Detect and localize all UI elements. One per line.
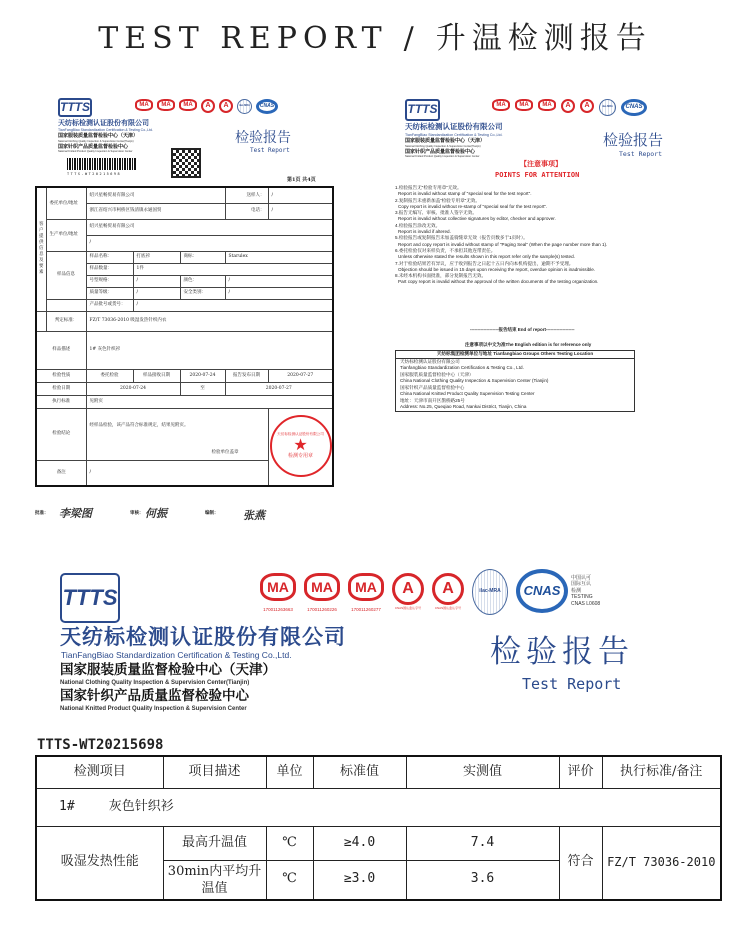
phone-label: 电话：: [225, 203, 268, 219]
exec-label: 执行标准: [36, 395, 86, 408]
cma-logo: MA: [304, 573, 340, 601]
stamp-subtext: 检测专用章: [288, 452, 314, 459]
batch-value: /: [133, 299, 333, 311]
standard-value: ≥4.0: [313, 826, 406, 860]
attention-title-zh: 【注意事项】: [520, 159, 562, 168]
test-item: 吸湿发热性能: [36, 826, 163, 900]
note-en: Copy report is invalid without re-stamp of "special seal for the test report".: [398, 203, 548, 209]
note-en: Unless otherwise stated the results shown in this report refer only the sample(s) tested.: [398, 254, 575, 260]
desc-value: 1# 灰色针织衫: [86, 331, 333, 369]
ttts-logo: TTTS: [405, 99, 440, 121]
ttts-logo: TTTS: [58, 98, 92, 117]
star-icon: ★: [293, 434, 308, 454]
note-zh: 3.报告无编写、审核、批准人签字无效。: [395, 210, 477, 216]
client-label: 委托单位/地址: [46, 187, 86, 219]
exec-value: 见附页: [86, 395, 333, 408]
reference-note: 注意事项以中文为准The English edition is for reference only: [465, 342, 592, 347]
note-zh: 6.委托检验仅对来样负责，不承担其他连带责任。: [395, 247, 496, 253]
note-zh: 2.复制报告未重新加盖“检验专用章”无效。: [395, 197, 480, 203]
date-label: 检验日期: [36, 382, 86, 395]
page-indicator: 第1页 共4页: [287, 177, 316, 183]
cma-cert-2: [304, 573, 340, 612]
unit: ℃: [266, 826, 313, 860]
cma-logo: MA: [157, 99, 175, 111]
center2-en: National Knitted Product Quality Inspection & Supervision Center: [405, 155, 480, 158]
cert-logos: [135, 99, 278, 114]
cma-logo: MA: [135, 99, 153, 111]
company-name-zh: 天纺标检测认证股份有限公司: [60, 625, 346, 649]
cma-cert-1: [260, 573, 296, 612]
cert-logos: [260, 573, 600, 615]
report-number: TTTS-WT20215698: [37, 737, 164, 753]
end-of-report: -------------------报告结束 End of report-------------------: [470, 327, 575, 332]
note-en: Report is invalid without stamp of "special seal for the test report".: [398, 191, 532, 197]
sample-name-label: 样品名称：: [86, 251, 133, 263]
location-line: Tianfangbiao Standardization Certification & Testing Co., Ltd.: [400, 365, 524, 370]
client-name: 绍兴星畅贸易有限公司: [86, 187, 225, 203]
center1-en: National Clothing Quality Inspection & Supervision Center(Tianjin): [60, 680, 250, 686]
location-line: China National Knitted Product Quality Supervision Testing Center: [400, 391, 535, 396]
approve-label: 批准：: [35, 511, 49, 516]
column-header: 项目描述: [163, 756, 266, 788]
title-en: TEST REPORT: [98, 21, 388, 56]
report-page-attention: [385, 95, 715, 435]
center2-zh: 国家针织产品质量监督检验中心: [60, 688, 249, 704]
cnas-logo: CNAS: [256, 99, 278, 114]
column-header: 实测值: [406, 756, 559, 788]
brand-value: Starulex: [225, 251, 333, 263]
locations-list: [396, 359, 634, 411]
cal-logo: A: [219, 99, 233, 113]
column-header: 检测项目: [36, 756, 163, 788]
center2-zh: 国家针织产品质量监督检验中心: [58, 143, 129, 150]
location-line: 国家服装质量监督检验中心（天津）: [400, 371, 474, 377]
sample-info-label: 样品信息: [46, 251, 86, 299]
report-title-zh: 检验报告: [603, 131, 664, 149]
client-info-side-label: 客户提供信息及要素: [36, 187, 46, 311]
cnas-logo: CNAS: [516, 569, 568, 613]
company-name-en: TianFangBiao Standardization Certification & Testing Co.,Ltd.: [58, 128, 153, 132]
center1-en: National Clothing Quality Inspection & Supervision Center(Tianjin): [58, 139, 134, 143]
qr-code: [171, 148, 201, 178]
company-name-zh: 天纺标检测认证股份有限公司: [405, 122, 503, 131]
stamp-text: 天纺标检测认证股份有限公司: [277, 431, 324, 436]
cnas-side-line: CNAS L0608: [571, 600, 601, 607]
evaluation: 符合: [559, 826, 602, 900]
locations-header: 天纺标集团检测单位与地址 Tianfangbiao Groups Others Testing Location: [396, 351, 634, 359]
cal-number: CNAS国认监认字号: [434, 606, 462, 610]
cma-number: 170011260277: [351, 607, 381, 612]
location-line: Address: No.25, Queqiao Road, Nankai District, Tianjin, China: [400, 404, 527, 409]
grade-value: /: [133, 287, 180, 299]
ilac-mra-logo: ilac-MRA: [472, 569, 508, 615]
attention-title-en: POINTS FOR ATTENTION: [495, 171, 580, 179]
issue-value: 2020-07-27: [268, 369, 333, 382]
model-value: /: [133, 275, 180, 287]
qty-label: 样品数量：: [86, 263, 133, 275]
cnas-logo: CNAS: [621, 99, 647, 116]
official-stamp: [270, 415, 332, 477]
cma-logo: MA: [515, 99, 533, 111]
company-name-en: TianFangBiao Standardization Certification & Testing Co.,Ltd.: [405, 132, 503, 137]
company-name-en: TianFangBiao Standardization Certification & Testing Co.,Ltd.: [61, 650, 292, 660]
cal-logo: A: [392, 573, 424, 605]
item-description: 最高升温值: [163, 826, 266, 860]
producer-label: 生产单位/地址: [46, 219, 86, 251]
cal-number: CNAS国认监认字号: [394, 606, 422, 610]
table-row: [36, 826, 721, 860]
barcode: [67, 158, 137, 170]
client-address: 浙江省绍兴市柯桥区钱清镇永通国贸: [86, 203, 225, 219]
column-header: 标准值: [313, 756, 406, 788]
cma-logo: MA: [492, 99, 510, 111]
report-title-zh: 检验报告: [490, 634, 634, 670]
center1-zh: 国家服装质量监督检验中心（天津）: [58, 133, 139, 139]
company-name-zh: 天纺标检测认证股份有限公司: [58, 119, 149, 127]
producer-name: 绍兴星畅贸易有限公司: [86, 219, 333, 235]
center2-zh: 国家针织产品质量监督检验中心: [405, 148, 476, 155]
remark-value: /: [86, 460, 268, 486]
location-line: 天纺标检测认证股份有限公司: [400, 358, 460, 364]
note-en: Part copy report is invalid without the approval of the written documents of the testing organization.: [398, 279, 599, 285]
note-en: Report is invalid if altered.: [398, 229, 451, 235]
conclusion-value: 经样品检验，该产品符合标准规定，结果见附页。: [89, 422, 189, 428]
note-zh: 1.检验报告无“检验专用章”无效。: [395, 185, 462, 190]
results-table: [35, 755, 722, 901]
column-header: 执行标准/备注: [602, 756, 721, 788]
remark-label: 备注: [36, 460, 86, 486]
measured-value: 3.6: [406, 860, 559, 900]
check-signature: 何振: [145, 507, 167, 520]
unit: ℃: [266, 860, 313, 900]
center1-zh: 国家服装质量监督检验中心（天津）: [60, 662, 276, 678]
model-label: 号型规格：: [86, 275, 133, 287]
testing-locations-box: [395, 350, 635, 412]
cal-cert-1: [392, 573, 424, 610]
note-zh: 8.未经本机构书面批准，部分复制报告无效。: [395, 273, 487, 279]
color-label: 颜色：: [180, 275, 225, 287]
cal-logo: A: [201, 99, 215, 113]
sender-value: /: [268, 187, 333, 203]
title-separator: /: [403, 21, 420, 56]
cal-cert-2: [432, 573, 464, 610]
seal-label: 检验单位盖章: [211, 450, 239, 456]
note-en: Report is invalid without collective signatures by editor, checker and approver.: [398, 216, 556, 222]
cma-logo: MA: [538, 99, 556, 111]
report-title-en: Test Report: [619, 150, 663, 158]
recv-value: 2020-07-24: [180, 369, 225, 382]
judge-value: FZ/T 73036-2010 吸湿发热针织内衣: [86, 311, 333, 331]
grade-label: 质量等级：: [86, 287, 133, 299]
column-header: 单位: [266, 756, 313, 788]
center1-en: National Clothing Quality Inspection & Supervision Center(Tianjin): [405, 144, 481, 148]
note-en: Objection should be issued in 15 days upon receiving the report, overdue opinion is inadmissible.: [398, 266, 596, 272]
nature-label: 检验性质: [36, 369, 86, 382]
note-zh: 7.对于检验结果若有异议，应于收到报告之日起十五日内向本机构提出，逾期不予受理。: [395, 260, 574, 266]
table-header-row: [36, 756, 721, 788]
title-zh: 升温检测报告: [435, 21, 652, 56]
report-title-en: Test Report: [522, 675, 622, 693]
note-zh: 5.检验报告或复制报告未加盖骑缝章无效（报告页数多于1页时）。: [395, 235, 528, 241]
note-en: Report and copy report is invalid without stamp of "Paging Seal" (When the page number more than 1).: [398, 241, 608, 247]
cnas-side-line: 国际互认: [571, 581, 592, 588]
ilac-mra-logo: ilac-MRA: [237, 99, 252, 114]
report-title-zh: 检验报告: [235, 130, 291, 146]
column-header: 评价: [559, 756, 602, 788]
safety-label: 安全类别：: [180, 287, 225, 299]
attention-notes: [395, 185, 710, 286]
cma-cert-3: [348, 573, 384, 612]
center1-zh: 国家服装质量监督检验中心（天津）: [405, 138, 486, 144]
cnas-side-line: 中国认可: [571, 574, 592, 581]
cal-logo: A: [580, 99, 594, 113]
edit-signature: 张燕: [243, 509, 265, 522]
cal-logo: A: [432, 573, 464, 605]
cma-number: 170011263663: [263, 607, 293, 612]
safety-value: /: [225, 287, 333, 299]
measured-value: 7.4: [406, 826, 559, 860]
sample-name: 灰色针织衫: [108, 798, 174, 814]
signature-row: [35, 508, 335, 524]
ttts-logo: TTTS: [60, 573, 120, 623]
check-label: 审核：: [130, 511, 144, 516]
conclusion-label: 检验结论: [36, 408, 86, 460]
item-description: 30min内平均升温值: [163, 860, 266, 900]
page-title: [0, 22, 750, 57]
brand-label: 商标：: [180, 251, 225, 263]
nature-value: 委托检验: [86, 369, 133, 382]
phone-value: /: [268, 203, 333, 219]
edit-label: 编制：: [205, 511, 219, 516]
date-to: 2020-07-27: [225, 382, 333, 395]
cnas-cert: [516, 569, 600, 613]
approve-signature: 李梁图: [59, 507, 92, 520]
judge-label: 判定标准：: [46, 311, 86, 331]
location-line: 国家针织产品质量监督检验中心: [400, 384, 465, 390]
cnas-side-line: TESTING: [571, 594, 593, 601]
report-page-1: [35, 95, 335, 527]
batch-label: 产品批号或货号：: [86, 299, 133, 311]
standard-value: ≥3.0: [313, 860, 406, 900]
issue-label: 报告发布日期: [225, 369, 268, 382]
location-line: China National Clothing Quality Inspection & Supervision Center (Tianjin): [400, 378, 549, 383]
ilac-mra-logo: ilac-MRA: [599, 99, 616, 116]
recv-label: 样品接收日期: [133, 369, 180, 382]
sample-row: [36, 788, 721, 826]
desc-label: 样品描述: [36, 331, 86, 369]
execution-standard: FZ/T 73036-2010: [602, 826, 721, 900]
note-zh: 4.检验报告涂改无效。: [395, 222, 441, 228]
qty-value: 1件: [133, 263, 333, 275]
sender-label: 送样人：: [225, 187, 268, 203]
cma-number: 170011260226: [307, 607, 337, 612]
date-separator: 至: [180, 382, 225, 395]
cnas-side-text: [571, 575, 600, 608]
report-header: [60, 565, 730, 725]
color-value: /: [225, 275, 333, 287]
barcode-text: TTTS-WT20215698: [67, 172, 122, 176]
report-title-en: Test Report: [250, 147, 290, 154]
location-line: 地址：天津市南开区鹊桥路25号: [400, 397, 465, 403]
cal-logo: A: [561, 99, 575, 113]
cma-logo: MA: [260, 573, 296, 601]
cnas-side-line: 检测: [571, 587, 582, 594]
center2-en: National Knitted Product Quality Inspection & Supervision Center: [60, 706, 247, 712]
cma-logo: MA: [179, 99, 197, 111]
sample-number: 1#: [59, 798, 75, 814]
producer-address: /: [86, 235, 333, 251]
sample-name-value: 打底衫: [133, 251, 180, 263]
date-from: 2020-07-24: [86, 382, 180, 395]
cert-logos: [492, 99, 647, 116]
cma-logo: MA: [348, 573, 384, 601]
center2-en: National Knitted Product Quality Inspection & Supervision Center: [58, 150, 133, 153]
report-info-table: [35, 186, 334, 487]
